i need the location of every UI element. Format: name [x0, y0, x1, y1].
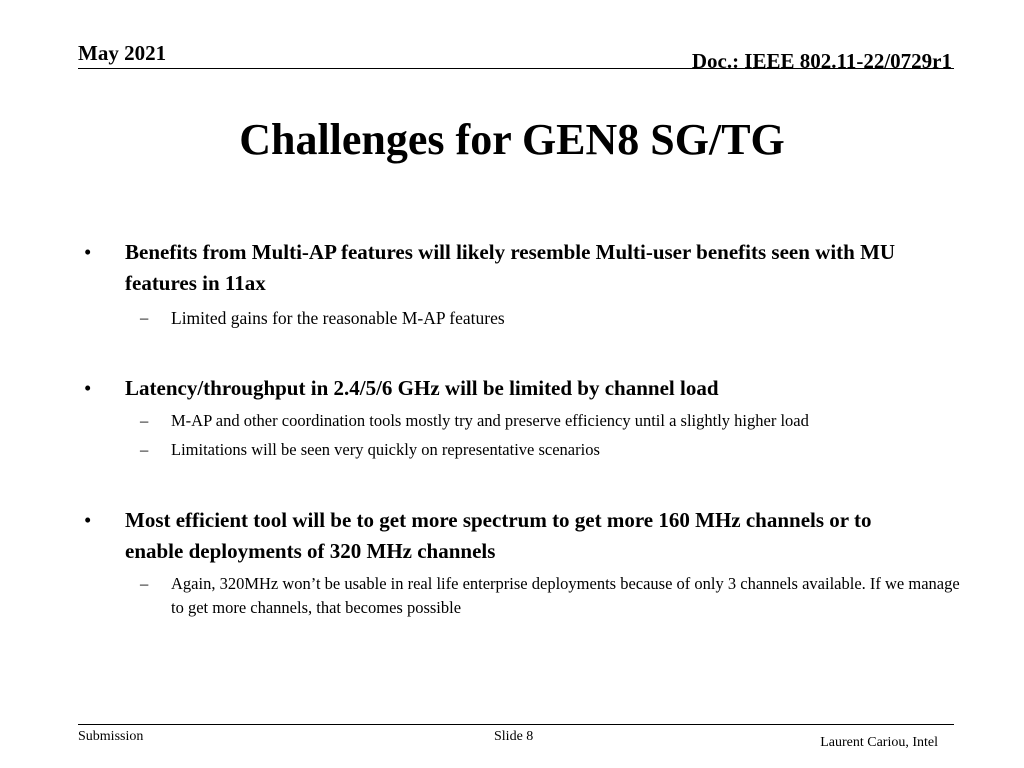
- slide-title: Challenges for GEN8 SG/TG: [239, 115, 785, 164]
- sub-bullet-text: Again, 320MHz won’t be usable in real life enterprise deployments because of only 3 channels available. If we manage to get more channels, that becomes possible: [171, 574, 960, 617]
- sub-bullet-text: Limitations will be seen very quickly on representative scenarios: [171, 440, 600, 459]
- sub-bullet-marker: –: [140, 574, 149, 593]
- footer-slide-number: Slide 8: [494, 729, 534, 744]
- bullet-marker: •: [84, 240, 92, 264]
- sub-bullet-marker: –: [140, 308, 149, 327]
- bullet-text: Benefits from Multi-AP features will likely resemble Multi-user benefits seen with MU features in 11ax: [125, 240, 896, 295]
- header-doc-id: Doc.: IEEE 802.11-22/0729r1: [691, 49, 952, 73]
- bullet-marker: •: [84, 508, 92, 532]
- header-date: May 2021: [78, 41, 167, 65]
- footer-author: Laurent Cariou, Intel: [820, 735, 938, 750]
- sub-bullet-text: Limited gains for the reasonable M-AP features: [171, 308, 505, 328]
- bullet-text: Latency/throughput in 2.4/5/6 GHz will be limited by channel load: [125, 376, 719, 400]
- bullet-text: Most efficient tool will be to get more spectrum to get more 160 MHz channels or to enable deployments of 320 MHz channels: [125, 508, 872, 563]
- sub-bullet-marker: –: [140, 411, 149, 430]
- footer-submission: Submission: [78, 729, 144, 744]
- footer-divider: [78, 724, 954, 725]
- sub-bullet-marker: –: [140, 440, 149, 459]
- bullet-marker: •: [84, 376, 92, 400]
- sub-bullet-text: M-AP and other coordination tools mostly try and preserve efficiency until a slightly higher load: [171, 411, 809, 430]
